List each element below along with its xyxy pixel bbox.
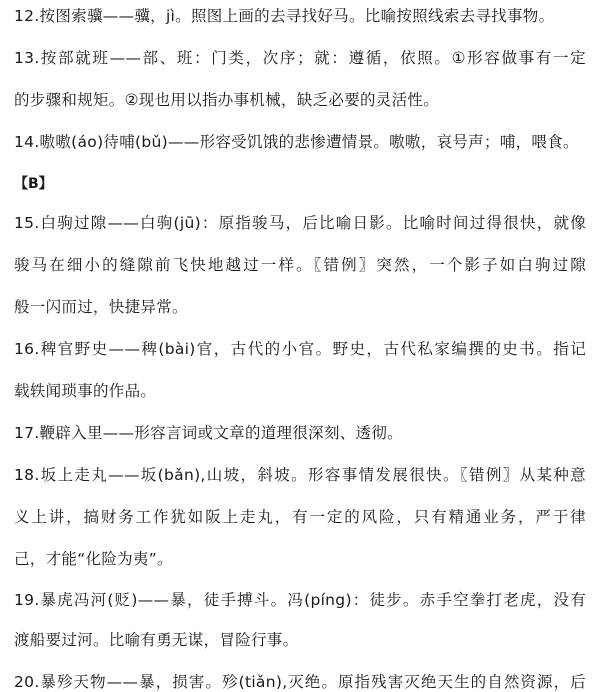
- idiom-13-line-2: 的步骤和规矩。②现也用以指办事机械，缺乏必要的灵活性。: [14, 91, 439, 109]
- idiom-15-line-2: 骏马在细小的缝隙前飞快地越过一样。〖错例〗突然，一个影子如白驹过隙: [14, 256, 586, 274]
- idiom-16-line-2: 载轶闻琐事的作品。: [14, 382, 157, 400]
- idiom-18-line-2: 义上讲，搞财务工作犹如阪上走丸，有一定的风险，只有精通业务，严于律: [14, 508, 586, 526]
- idiom-19-line-1: 19.暴虎冯河(贬)——暴，徒手搏斗。冯(píng)：徒步。赤手空拳打老虎，没有: [14, 591, 586, 609]
- idiom-18-line-3: 己，才能“化险为夷”。: [14, 550, 173, 568]
- idiom-15-line-3: 般一闪而过，快捷异常。: [14, 298, 188, 316]
- section-heading-b: 【B】: [14, 176, 53, 192]
- idiom-19-line-2: 渡船要过河。比喻有勇无谋，冒险行事。: [14, 631, 299, 649]
- idiom-18-line-1: 18.坂上走丸——坂(bǎn),山坡，斜坡。形容事情发展很快。〖错例〗从某种意: [14, 466, 586, 484]
- idiom-14-line: 14.嗷嗷(áo)待哺(bǔ)——形容受饥饿的悲惨遭情景。嗷嗷，哀号声；哺，喂食。: [14, 133, 579, 151]
- idiom-13-line-1: 13.按部就班——部、班：门类，次序；就：遵循，依照。①形容做事有一定: [14, 49, 586, 67]
- idiom-15-line-1: 15.白驹过隙——白驹(jū)：原指骏马，后比喻日影。比喻时间过得很快，就像: [14, 214, 586, 232]
- idiom-17-line: 17.鞭辟入里——形容言词或文章的道理很深刻、透彻。: [14, 424, 403, 442]
- idiom-16-line-1: 16.稗官野史——稗(bài)官，古代的小官。野史，古代私家编撰的史书。指记: [14, 340, 586, 358]
- idiom-20-line-1: 20.暴殄天物——暴，损害。殄(tiǎn),灭绝。原指残害灭绝天生的自然资源，后: [14, 673, 586, 691]
- idiom-12-line: 12.按图索骥——骥，jì。照图上画的去寻找好马。比喻按照线索去寻找事物。: [14, 7, 555, 25]
